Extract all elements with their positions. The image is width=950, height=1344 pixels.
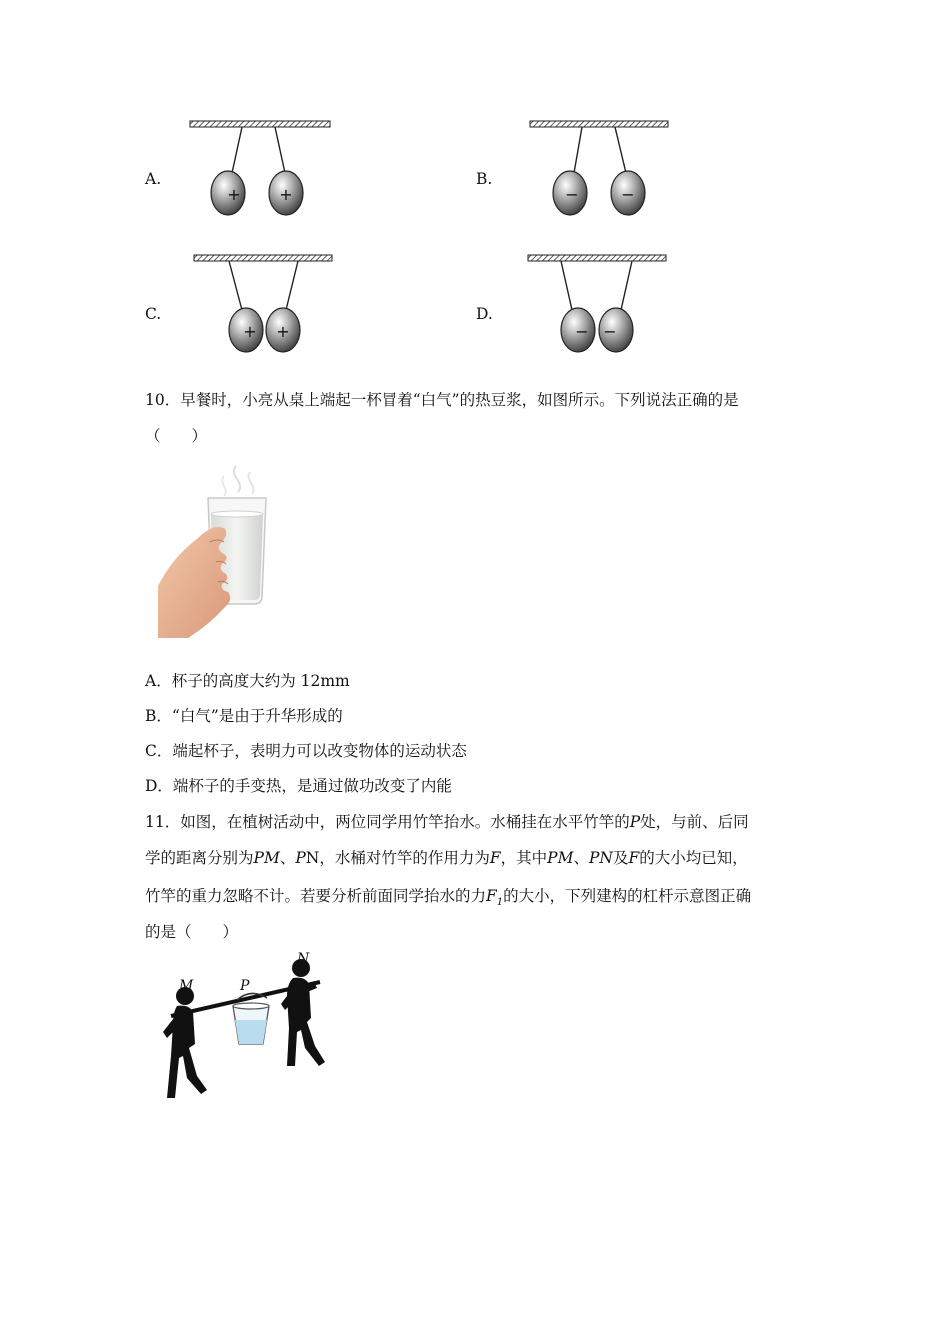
hand-holding-cup-image — [158, 458, 288, 638]
charge-symbol: − — [575, 322, 589, 341]
carrying-water-figure — [155, 948, 335, 1103]
q11-stem-line-1: 11．如图，在植树活动中，两位同学用竹竿抬水。水桶挂在水平竹竿的P处，与前、后同 — [145, 813, 749, 831]
q11-stem-line-3: 竹竿的重力忽略不计。若要分析前面同学抬水的力$F_1$的大小，下列建构的杠杆示意图正确 — [145, 887, 752, 909]
q11-stem-line-4: 的是（ ） — [145, 923, 239, 941]
charge-symbol: + — [243, 322, 257, 341]
option-a-letter: A. — [145, 170, 162, 188]
figure-label-p: P — [240, 978, 250, 994]
figure-label-n: N — [297, 951, 310, 967]
q10-option-b: B．“白气”是由于升华形成的 — [145, 707, 343, 725]
q10-option-d: D．端杯子的手变热，是通过做功改变了内能 — [145, 777, 452, 795]
charge-symbol: + — [276, 322, 290, 341]
balloon-diagram-a — [190, 118, 330, 223]
option-b-letter: B. — [476, 170, 493, 188]
charge-symbol: − — [621, 185, 635, 204]
balloon-diagram-d — [528, 252, 668, 357]
option-d-letter: D. — [476, 305, 493, 323]
charge-symbol: − — [565, 185, 579, 204]
balloon-diagram-b — [530, 118, 670, 223]
balloon-diagram-c — [194, 252, 334, 357]
option-c-letter: C. — [145, 305, 162, 323]
charge-symbol: + — [227, 185, 241, 204]
figure-label-m: M — [179, 978, 194, 994]
q10-stem: 10．早餐时，小亮从桌上端起一杯冒着“白气”的热豆浆，如图所示。下列说法正确的是 — [145, 391, 739, 409]
q10-answer-paren: （ ） — [145, 427, 208, 445]
charge-symbol: − — [603, 322, 617, 341]
q11-stem-line-2: 学的距离分别为PM、PN，水桶对竹竿的作用力为F，其中PM、PN及F的大小均已知， — [145, 849, 748, 867]
charge-symbol: + — [279, 185, 293, 204]
q10-option-a: A．杯子的高度大约为 12mm — [145, 672, 350, 690]
q10-option-c: C．端起杯子，表明力可以改变物体的运动状态 — [145, 742, 467, 760]
